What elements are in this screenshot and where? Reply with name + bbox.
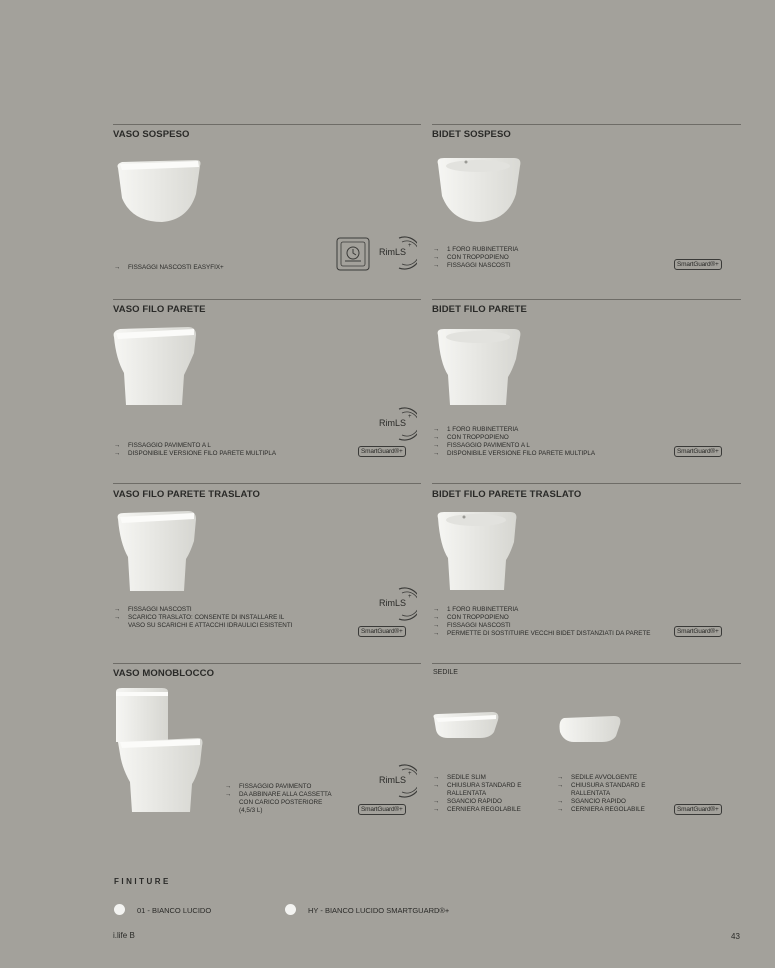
list-item: → SEDILE AVVOLGENTE [557, 774, 638, 781]
divider [113, 299, 421, 300]
vaso-monoblocco-image [112, 688, 206, 814]
smartguard-badge: SmartGuard®+ [358, 626, 406, 637]
list-item: → DISPONIBILE VERSIONE FILO PARETE MULTIPLA [433, 450, 596, 457]
list-item: → PERMETTE DI SOSTITUIRE VECCHI BIDET DISTANZIATI DA PARETE [433, 630, 651, 637]
finiture-title: FINITURE [114, 877, 171, 886]
rimls-label: RimLS [379, 247, 407, 257]
list-item: → SCARICO TRASLATO: CONSENTE DI INSTALLARE IL VASO SU SCARICHI E ATTACCHI IDRAULICI ESISTENTI [114, 614, 293, 629]
bidet-sospeso-features [433, 246, 518, 270]
rimls-label: RimLS [379, 598, 407, 608]
section-title-vaso-monoblocco: VASO MONOBLOCCO [113, 668, 215, 679]
sedile-slim-features [433, 774, 538, 814]
section-title-vaso-sospeso: VASO SOSPESO [113, 129, 190, 140]
section-title-sedile: SEDILE [433, 669, 458, 676]
list-item: → 1 FORO RUBINETTERIA [433, 426, 519, 433]
list-item: → DISPONIBILE VERSIONE FILO PARETE MULTIPLA [114, 450, 277, 457]
rimls-plus: + [408, 414, 412, 420]
smartguard-badge: SmartGuard®+ [358, 446, 406, 457]
swatch-label: 01 - BIANCO LUCIDO [137, 906, 212, 915]
swatch-label: HY - BIANCO LUCIDO SMARTGUARD®+ [308, 906, 450, 915]
divider [113, 483, 421, 484]
divider [432, 299, 741, 300]
list-item: → FISSAGGI NASCOSTI [114, 606, 192, 613]
vaso-monoblocco-features [225, 783, 335, 815]
list-item: → CON TROPPOPIENO [433, 614, 509, 621]
list-item: → FISSAGGI NASCOSTI [433, 262, 511, 269]
swatch-bianco-lucido [114, 904, 125, 915]
rimls-icon [377, 587, 417, 621]
divider [432, 483, 741, 484]
divider [113, 124, 421, 125]
rimls-plus: + [408, 771, 412, 777]
bidet-sospeso-image [432, 150, 524, 225]
vaso-sospeso-features [114, 264, 224, 272]
section-title-bidet-sospeso: BIDET SOSPESO [432, 129, 511, 140]
list-item: → CON TROPPOPIENO [433, 254, 509, 261]
list-item: → CERNIERA REGOLABILE [433, 806, 521, 813]
page-number: 43 [731, 932, 740, 941]
smartguard-badge: SmartGuard®+ [674, 259, 722, 270]
smartguard-badge: SmartGuard®+ [674, 804, 722, 815]
rimls-icon [377, 764, 417, 798]
smartguard-badge: SmartGuard®+ [674, 446, 722, 457]
swatch-bianco-lucido-smartguard [285, 904, 296, 915]
sedile-avvolgente-image [556, 714, 624, 744]
vaso-filo-parete-features [114, 442, 276, 458]
rimls-plus: + [408, 594, 412, 600]
list-item: → CERNIERA REGOLABILE [557, 806, 645, 813]
list-item: → SGANCIO RAPIDO [557, 798, 626, 805]
list-item: → CON TROPPOPIENO [433, 434, 509, 441]
sedile-avvolgente-features [557, 774, 662, 814]
list-item: → 1 FORO RUBINETTERIA [433, 246, 519, 253]
rimls-icon [377, 407, 417, 441]
smartguard-badge: SmartGuard®+ [674, 626, 722, 637]
list-item: → CHIUSURA STANDARD E RALLENTATA [433, 782, 522, 797]
divider [113, 663, 421, 664]
rimls-label: RimLS [379, 775, 407, 785]
footer-brand: i.life B [113, 931, 135, 940]
bidet-filo-parete-traslato-image [432, 508, 520, 592]
section-title-bidet-filo-parete: BIDET FILO PARETE [432, 304, 527, 315]
bidet-filo-parete-image [432, 325, 524, 409]
easyfix-icon [336, 237, 370, 271]
vaso-sospeso-image [110, 150, 205, 225]
list-item: → SGANCIO RAPIDO [433, 798, 502, 805]
divider [432, 124, 741, 125]
bidet-filo-parete-features [433, 426, 595, 458]
list-item: → FISSAGGIO PAVIMENTO A L [114, 442, 211, 449]
rimls-icon [377, 236, 417, 270]
section-title-bidet-filo-parete-traslato: BIDET FILO PARETE TRASLATO [432, 489, 582, 500]
list-item: → FISSAGGIO PAVIMENTO A L [433, 442, 530, 449]
vaso-filo-parete-image [108, 323, 200, 409]
vaso-filo-parete-traslato-image [112, 507, 200, 593]
rimls-plus: + [408, 243, 412, 249]
section-title-vaso-filo-parete: VASO FILO PARETE [113, 304, 206, 315]
list-item: → FISSAGGI NASCOSTI EASYFIX+ [114, 264, 224, 271]
smartguard-badge: SmartGuard®+ [358, 804, 406, 815]
list-item: → FISSAGGI NASCOSTI [433, 622, 511, 629]
sedile-slim-image [430, 710, 502, 740]
list-item: → SEDILE SLIM [433, 774, 486, 781]
divider [432, 663, 741, 664]
list-item: → FISSAGGIO PAVIMENTO [225, 783, 312, 790]
list-item: → DA ABBINARE ALLA CASSETTA CON CARICO POSTERIORE (4,5/3 L) [225, 791, 332, 814]
list-item: → CHIUSURA STANDARD E RALLENTATA [557, 782, 646, 797]
section-title-vaso-filo-parete-traslato: VASO FILO PARETE TRASLATO [113, 489, 260, 500]
list-item: → 1 FORO RUBINETTERIA [433, 606, 519, 613]
rimls-label: RimLS [379, 418, 407, 428]
bidet-filo-parete-traslato-features [433, 606, 651, 638]
vaso-filo-parete-traslato-features [114, 606, 299, 630]
